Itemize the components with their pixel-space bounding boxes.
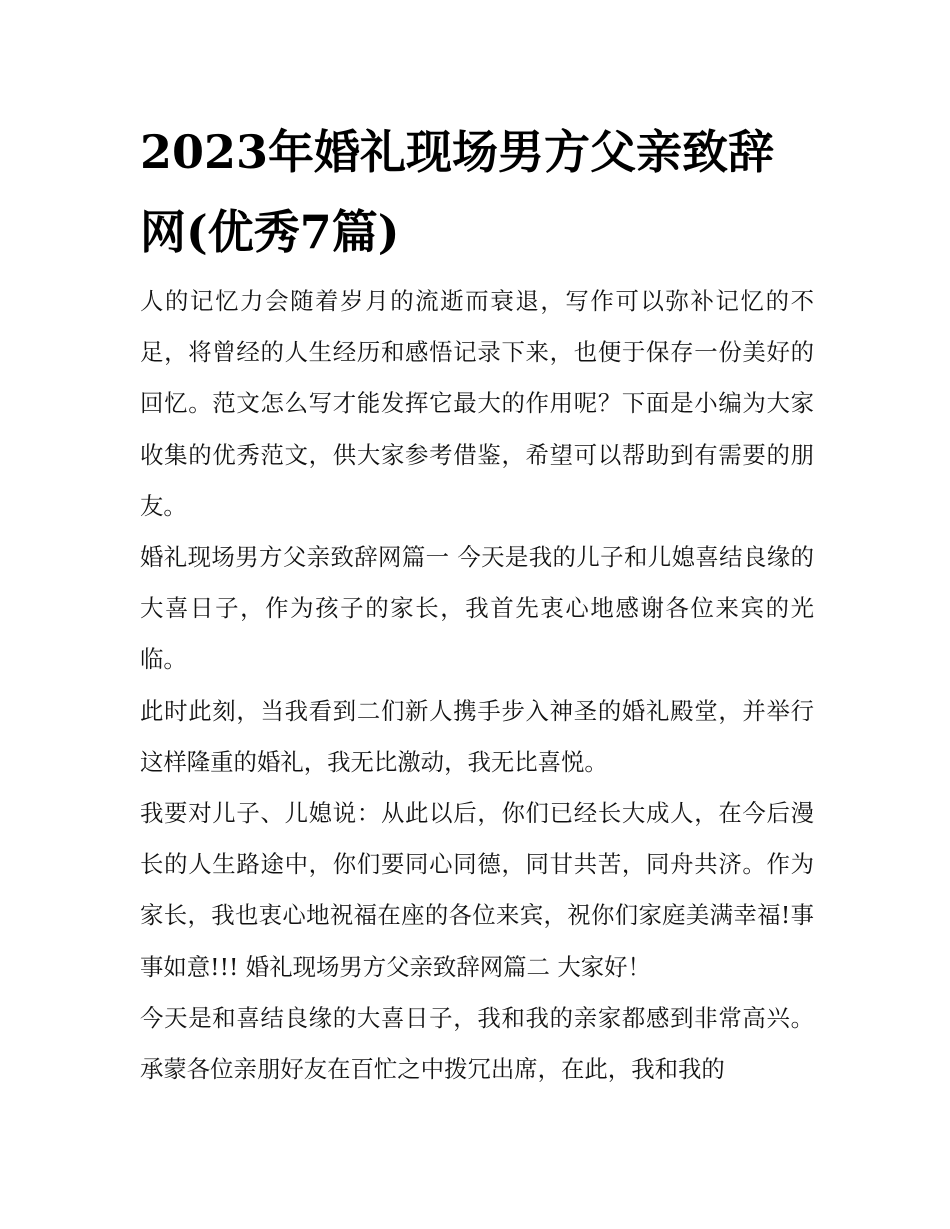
document-title: 2023年婚礼现场男方父亲致辞网(优秀7篇) <box>140 125 775 259</box>
paragraph-speech-one-moment: 此时此刻，当我看到二们新人携手步入神圣的婚礼殿堂，并举行这样隆重的婚礼，我无比激动，我无比喜悦。 <box>140 696 814 776</box>
paragraph-speech-one-blessing: 我要对儿子、儿媳说：从此以后，你们已经长大成人，在今后漫长的人生路途中，你们要同心同德，同甘共苦，同舟共济。作为家长，我也衷心地祝福在座的各位来宾，祝你们家庭美满幸福!事事如意!!! 婚礼现场男方父亲致辞网篇二 大家好！ <box>140 799 814 981</box>
paragraph-speech-two-opening: 今天是和喜结良缘的大喜日子，我和我的亲家都感到非常高兴。承蒙各位亲朋好友在百忙之中拨冗出席，在此，我和我的 <box>140 1003 814 1084</box>
paragraph-intro: 人的记忆力会随着岁月的流逝而衰退，写作可以弥补记忆的不足，将曾经的人生经历和感悟记录下来，也便于保存一份美好的回忆。范文怎么写才能发挥它最大的作用呢？下面是小编为大家收集的优秀范文，供大家参考借鉴，希望可以帮助到有需要的朋友。 <box>140 287 814 520</box>
document-body <box>140 276 814 1095</box>
paragraph-speech-one-opening: 婚礼现场男方父亲致辞网篇一 今天是我的儿子和儿媳喜结良缘的大喜日子，作为孩子的家长，我首先衷心地感谢各位来宾的光临。 <box>140 543 814 674</box>
